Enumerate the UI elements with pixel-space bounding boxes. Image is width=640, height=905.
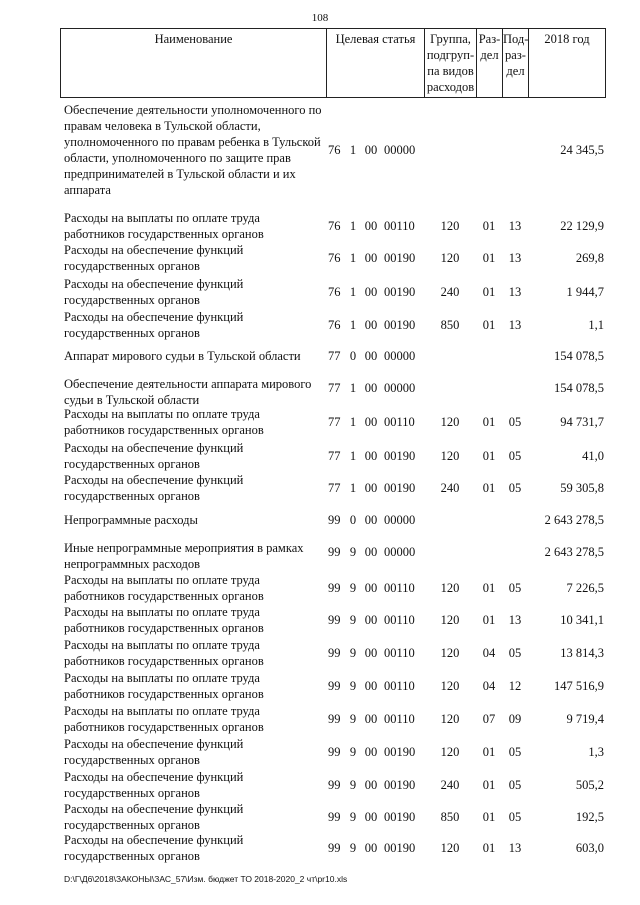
row-code-1: 76 (328, 251, 341, 265)
row-name: Иные непрограммные мероприятия в рамках непрограммных расходов (64, 541, 304, 571)
row-code-4: 00110 (384, 613, 415, 627)
row-amount: 1 944,7 (566, 285, 604, 299)
row-code-3: 00 (364, 481, 378, 495)
row-name: Расходы на выплаты по оплате труда работников государственных органов (64, 211, 264, 241)
row-subsection: 13 (508, 251, 522, 265)
row-group: 120 (440, 449, 460, 463)
row-code-2: 9 (349, 679, 357, 693)
row-name: Расходы на выплаты по оплате труда работников государственных органов (64, 605, 264, 635)
row-amount: 147 516,9 (554, 679, 604, 693)
row-amount: 1,1 (588, 318, 604, 332)
row-code-2: 1 (349, 481, 357, 495)
row-section: 01 (482, 613, 496, 627)
row-code-1: 76 (328, 285, 341, 299)
header-year: 2018 год (544, 32, 590, 46)
row-group: 120 (440, 841, 460, 855)
row-section: 01 (482, 318, 496, 332)
row-code-1: 77 (328, 481, 341, 495)
row-group: 120 (440, 251, 460, 265)
row-subsection: 05 (508, 481, 522, 495)
row-amount: 2 643 278,5 (544, 513, 604, 527)
row-section: 01 (482, 285, 496, 299)
row-amount: 1,3 (588, 745, 604, 759)
row-code-3: 00 (364, 745, 378, 759)
row-code-2: 9 (349, 646, 357, 660)
row-group: 120 (440, 581, 460, 595)
row-name: Расходы на выплаты по оплате труда работников государственных органов (64, 638, 264, 668)
row-code-1: 99 (328, 810, 341, 824)
row-section: 01 (482, 841, 496, 855)
row-section: 01 (482, 581, 496, 595)
header-subsection-cell (502, 28, 528, 98)
row-amount: 22 129,9 (560, 219, 604, 233)
header-target: Целевая статья (335, 32, 416, 46)
row-code-1: 99 (328, 745, 341, 759)
row-code-3: 00 (364, 613, 378, 627)
row-code-3: 00 (364, 349, 378, 363)
row-subsection: 13 (508, 318, 522, 332)
row-name: Расходы на обеспечение функций государственных органов (64, 243, 244, 273)
row-code-4: 00110 (384, 581, 415, 595)
row-code-1: 99 (328, 545, 341, 559)
row-code-1: 99 (328, 841, 341, 855)
row-code-4: 00190 (384, 285, 416, 299)
row-code-1: 76 (328, 318, 341, 332)
row-code-2: 1 (349, 143, 357, 157)
row-group: 120 (440, 219, 460, 233)
row-code-3: 00 (364, 219, 378, 233)
header-subsection: Под- раз- дел (503, 32, 529, 78)
row-amount: 154 078,5 (554, 381, 604, 395)
row-code-1: 99 (328, 712, 341, 726)
row-code-3: 00 (364, 841, 378, 855)
row-code-2: 0 (349, 349, 357, 363)
row-name: Аппарат мирового судьи в Тульской области (64, 349, 301, 363)
header-section-cell (476, 28, 502, 98)
row-code-4: 00190 (384, 778, 416, 792)
row-group: 240 (440, 778, 460, 792)
row-code-2: 1 (349, 415, 357, 429)
row-code-1: 99 (328, 679, 341, 693)
row-code-3: 00 (364, 513, 378, 527)
row-amount: 269,8 (575, 251, 604, 265)
row-subsection: 13 (508, 613, 522, 627)
row-code-4: 00000 (384, 513, 416, 527)
row-section: 07 (482, 712, 496, 726)
row-amount: 7 226,5 (566, 581, 604, 595)
row-code-3: 00 (364, 381, 378, 395)
row-code-3: 00 (364, 810, 378, 824)
row-section: 01 (482, 745, 496, 759)
row-amount: 603,0 (575, 841, 604, 855)
row-group: 120 (440, 613, 460, 627)
row-code-4: 00190 (384, 251, 416, 265)
row-name: Расходы на обеспечение функций государственных органов (64, 441, 244, 471)
row-code-1: 99 (328, 581, 341, 595)
row-code-3: 00 (364, 251, 378, 265)
row-code-2: 9 (349, 581, 357, 595)
header-section: Раз- дел (478, 32, 501, 62)
row-code-4: 00190 (384, 810, 416, 824)
row-subsection: 09 (508, 712, 522, 726)
row-code-3: 00 (364, 778, 378, 792)
row-section: 01 (482, 481, 496, 495)
row-code-2: 9 (349, 545, 357, 559)
row-subsection: 13 (508, 219, 522, 233)
row-subsection: 05 (508, 810, 522, 824)
row-subsection: 05 (508, 778, 522, 792)
row-name: Расходы на обеспечение функций государственных органов (64, 770, 244, 800)
header-name: Наименование (154, 32, 233, 46)
row-group: 240 (440, 481, 460, 495)
row-name: Обеспечение деятельности аппарата мирового судьи в Тульской области (64, 377, 312, 407)
row-code-4: 00000 (384, 349, 416, 363)
row-amount: 2 643 278,5 (544, 545, 604, 559)
row-subsection: 05 (508, 449, 522, 463)
row-code-1: 76 (328, 143, 341, 157)
row-code-1: 99 (328, 646, 341, 660)
row-code-2: 1 (349, 251, 357, 265)
row-code-1: 77 (328, 349, 341, 363)
row-code-4: 00190 (384, 318, 416, 332)
row-code-4: 00190 (384, 481, 416, 495)
row-group: 850 (440, 318, 460, 332)
header-target-cell (326, 28, 424, 98)
row-code-4: 00110 (384, 679, 415, 693)
header-group: Группа, подгруп- па видов расходов (426, 32, 475, 94)
row-name: Расходы на обеспечение функций государственных органов (64, 310, 244, 340)
row-code-3: 00 (364, 415, 378, 429)
row-group: 240 (440, 285, 460, 299)
row-name: Расходы на выплаты по оплате труда работников государственных органов (64, 407, 264, 437)
row-code-2: 9 (349, 712, 357, 726)
row-code-2: 1 (349, 285, 357, 299)
row-code-1: 99 (328, 513, 341, 527)
row-code-4: 00000 (384, 545, 416, 559)
row-code-4: 00110 (384, 219, 415, 233)
row-subsection: 05 (508, 745, 522, 759)
row-amount: 154 078,5 (554, 349, 604, 363)
row-code-4: 00110 (384, 415, 415, 429)
row-code-2: 9 (349, 810, 357, 824)
row-amount: 505,2 (575, 778, 604, 792)
row-code-2: 9 (349, 778, 357, 792)
row-code-4: 00110 (384, 712, 415, 726)
row-code-2: 9 (349, 841, 357, 855)
row-amount: 59 305,8 (560, 481, 604, 495)
row-subsection: 05 (508, 581, 522, 595)
row-group: 850 (440, 810, 460, 824)
row-code-3: 00 (364, 679, 378, 693)
row-section: 01 (482, 251, 496, 265)
row-amount: 94 731,7 (560, 415, 604, 429)
row-section: 04 (482, 646, 496, 660)
row-code-3: 00 (364, 143, 378, 157)
row-name: Расходы на выплаты по оплате труда работников государственных органов (64, 671, 264, 701)
row-amount: 24 345,5 (560, 143, 604, 157)
row-code-1: 99 (328, 778, 341, 792)
row-code-4: 00190 (384, 449, 416, 463)
row-amount: 192,5 (575, 810, 604, 824)
page-number: 108 (311, 12, 329, 24)
row-amount: 10 341,1 (560, 613, 604, 627)
row-group: 120 (440, 646, 460, 660)
row-name: Расходы на обеспечение функций государственных органов (64, 737, 244, 767)
row-code-2: 1 (349, 318, 357, 332)
row-subsection: 13 (508, 841, 522, 855)
row-group: 120 (440, 712, 460, 726)
row-code-1: 77 (328, 381, 341, 395)
row-code-1: 77 (328, 449, 341, 463)
row-code-2: 1 (349, 449, 357, 463)
row-code-1: 77 (328, 415, 341, 429)
row-code-4: 00000 (384, 143, 416, 157)
row-subsection: 12 (508, 679, 522, 693)
row-code-3: 00 (364, 318, 378, 332)
row-code-2: 1 (349, 219, 357, 233)
row-section: 01 (482, 219, 496, 233)
row-code-3: 00 (364, 581, 378, 595)
row-code-1: 99 (328, 613, 341, 627)
row-code-2: 9 (349, 745, 357, 759)
row-section: 01 (482, 778, 496, 792)
row-subsection: 13 (508, 285, 522, 299)
row-section: 01 (482, 810, 496, 824)
row-name: Расходы на выплаты по оплате труда работников государственных органов (64, 573, 264, 603)
row-group: 120 (440, 679, 460, 693)
row-name: Расходы на обеспечение функций государственных органов (64, 277, 244, 307)
row-name: Расходы на обеспечение функций государственных органов (64, 802, 244, 832)
row-code-2: 0 (349, 513, 357, 527)
header-group-cell (424, 28, 476, 98)
row-code-1: 76 (328, 219, 341, 233)
header-name-cell (60, 28, 326, 98)
row-amount: 13 814,3 (560, 646, 604, 660)
row-section: 01 (482, 415, 496, 429)
row-section: 04 (482, 679, 496, 693)
row-code-4: 00190 (384, 745, 416, 759)
row-subsection: 05 (508, 415, 522, 429)
row-subsection: 05 (508, 646, 522, 660)
row-code-3: 00 (364, 712, 378, 726)
row-code-3: 00 (364, 285, 378, 299)
row-section: 01 (482, 449, 496, 463)
row-group: 120 (440, 745, 460, 759)
row-code-4: 00110 (384, 646, 415, 660)
row-name: Расходы на обеспечение функций государственных органов (64, 473, 244, 503)
row-code-4: 00190 (384, 841, 416, 855)
row-amount: 41,0 (582, 449, 604, 463)
row-code-4: 00000 (384, 381, 416, 395)
row-name: Расходы на обеспечение функций государственных органов (64, 833, 244, 863)
row-code-2: 1 (349, 381, 357, 395)
row-code-3: 00 (364, 646, 378, 660)
row-amount: 9 719,4 (566, 712, 604, 726)
row-name: Обеспечение деятельности уполномоченного по правам человека в Тульской области, уполномоченного по правам ребенка в Тульской области, уполномоченного по защите прав предпринимателей в Тульской области и их аппарата (64, 103, 322, 197)
row-group: 120 (440, 415, 460, 429)
header-year-cell (528, 28, 606, 98)
row-code-3: 00 (364, 545, 378, 559)
row-name: Непрограммные расходы (64, 513, 198, 527)
file-path-footer: D:\Г\Д6\2018\ЗАКОНЫ\ЗАС_57\Изм. бюджет ТО 2018-2020_2 чт\pr10.xls (64, 874, 348, 884)
row-code-3: 00 (364, 449, 378, 463)
row-name: Расходы на выплаты по оплате труда работников государственных органов (64, 704, 264, 734)
row-code-2: 9 (349, 613, 357, 627)
